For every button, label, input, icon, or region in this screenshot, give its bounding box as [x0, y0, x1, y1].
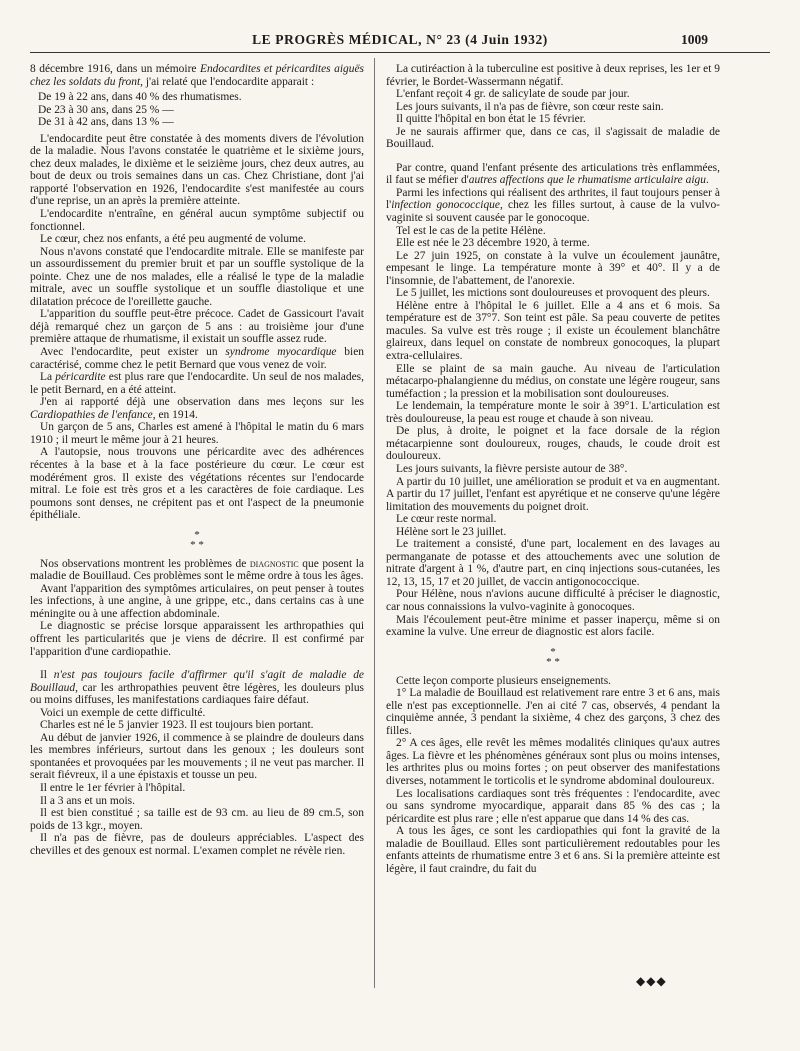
paragraph: Les jours suivants, la fièvre persiste autour de 38°.	[396, 462, 628, 475]
paragraph: Je ne saurais affirmer que, dans ce cas, il s'agissait de maladie de Bouillaud.	[386, 125, 720, 151]
paragraph: Un garçon de 5 ans, Charles est amené à l'hôpital le matin du 6 mars 1910 ; il meurt le même jour à 21 heures.	[30, 421, 364, 446]
column-divider	[374, 58, 375, 988]
paragraph: Il n'est pas toujours facile d'affirmer qu'il s'agit de maladie de Bouillaud, car les arthropathies peuvent être légères, les douleurs plus ou moins diffuses, les manifestations cardiaques faire défaut.	[30, 669, 364, 707]
paragraph: J'en ai rapporté déjà une observation dans mes leçons sur les Cardiopathies de l'enfance, en 1914.	[30, 396, 364, 421]
paragraph: Elle se plaint de sa main gauche. Au niveau de l'articulation métacarpo-phalangienne du médius, on constate une légère rougeur, sans tuméfaction ; la pression et la mobilisation sont douloureuses.	[386, 362, 720, 400]
paragraph: Par contre, quand l'enfant présente des articulations très enflammées, il faut se méfier d'autres affections que le rhumatisme articulaire aigu.	[386, 161, 720, 187]
right-column	[386, 63, 720, 875]
paragraph: A l'autopsie, nous trouvons une péricardite avec des adhérences récentes à la base et à la face postérieure du cœur. Le cœur est modérément gros. Il existe des végétations récentes sur l'endocarde mitral. Le foie est très gros et a les caractères de foie cardiaque. Les poumons sont denses, ne crépitent pas et ont l'aspect de la pneumonie épithéliale.	[30, 446, 364, 522]
paragraph: De plus, à droite, le poignet et la face dorsale de la région métacarpienne sont douloureux, rouges, chauds, le coude droit est douloureux.	[386, 425, 720, 463]
paragraph: Hélène entre à l'hôpital le 6 juillet. Elle a 4 ans et 6 mois. Sa température est de 37°7. Son teint est pâle. Sa peau couverte de petites macules. Sa vulve est très rouge ; il existe un écoulement blanchâtre glaireux, dans lequel on constate de nombreux gonocoques, la plupart extra-cellulaires.	[386, 299, 720, 363]
paragraph: Cette leçon comporte plusieurs enseignements.	[396, 674, 612, 687]
paragraph: Le cœur, chez nos enfants, a été peu augmenté de volume.	[40, 233, 306, 246]
section-separator-stars: * * *	[546, 645, 560, 668]
paragraph: Le 5 juillet, les mictions sont douloureuses et provoquent des pleurs.	[396, 287, 710, 300]
journal-title: LE PROGRÈS MÉDICAL, N° 23 (4 Juin 1932)	[252, 32, 548, 47]
running-header	[0, 30, 800, 54]
paragraph: Hélène sort le 23 juillet.	[396, 525, 507, 538]
header-rule	[30, 52, 770, 53]
continuation-diamonds: ◆◆◆	[636, 974, 667, 988]
paragraph: Le traitement a consisté, d'une part, localement en des lavages au permanganate de potasse et des attouchements avec une solution de nitrate d'argent à 1 %, d'autre part, en cinq injections sous-cutanées, les 12, 13, 15, 17 et 20 juillet, de vaccin antigonococcique.	[386, 538, 720, 588]
paragraph: Nous n'avons constaté que l'endocardite mitrale. Elle se manifeste par un assourdissement du premier bruit et par un souffle systolique de la pointe. Chez une de nos malades, elle a réalisé le type de la maladie mitrale, avec un souffle systolique et un souffle diastolique et une dilatation précoce de l'oreillette gauche.	[30, 245, 364, 308]
paragraph: Les jours suivants, il n'a pas de fièvre, son cœur reste sain.	[396, 100, 664, 113]
stat-line: De 31 à 42 ans, dans 13 % —	[38, 116, 174, 129]
paragraph: Il a 3 ans et un mois.	[40, 794, 135, 807]
paragraph: A tous les âges, ce sont les cardiopathies qui font la gravité de la maladie de Bouillaud. Elles sont particulièrement redoutables pour les enfants atteints de rhumatisme entre 3 et 6 ans. Si la première atteinte est légère, il faut craindre, du fait du	[386, 825, 720, 875]
paragraph: Parmi les infections qui réalisent des arthrites, il faut toujours penser à l'infection gonococcique, chez les filles surtout, à cause de la vulvo-vaginite si souvent causée par le gonocoque.	[386, 186, 720, 225]
paragraph: Nos observations montrent les problèmes de diagnostic que posent la maladie de Bouillaud. Ces problèmes sont le même ordre à tous les âges.	[30, 557, 364, 583]
paragraph: L'endocardite peut être constatée à des moments divers de l'évolution de la maladie. Nous l'avons constatée le quatrième et le sixième jours, chez deux malades, le dixième et le seizième jours, chez deux autres, au bout de deux ou trois semaines dans un cas. Chez Christiane, dont j'ai rapporté l'observation en 1926, l'endocardite s'est manifestée au cours d'une reprise, un an après la première atteinte.	[30, 132, 364, 208]
paragraph: 2° A ces âges, elle revêt les mêmes modalités cliniques qu'aux autres âges. La fièvre et les phénomènes généraux sont plus ou moins intenses, les arthrites plus ou moins fortes ; on peut observer des manifestations diverses, notamment le torticolis et le syndrome abdominal douloureux.	[386, 737, 720, 787]
stat-line: De 23 à 30 ans, dans 25 % —	[38, 103, 174, 116]
paragraph: Mais l'écoulement peut-être minime et passer inaperçu, même si on examine la vulve. Une erreur de diagnostic est alors facile.	[386, 613, 720, 639]
paragraph: Tel est le cas de la petite Hélène.	[396, 224, 546, 237]
section-separator-stars: * * *	[190, 528, 204, 551]
paragraph: Le 27 juin 1925, on constate à la vulve un écoulement jaunâtre, empesant le linge. La température monte à 39° et 40°. Il y a de l'insomnie, de l'abattement, de l'anorexie.	[386, 249, 720, 287]
paragraph: Il est bien constitué ; sa taille est de 93 cm. au lieu de 89 cm.5, son poids de 13 kgr., moyen.	[30, 807, 364, 832]
paragraph: La péricardite est plus rare que l'endocardite. Un seul de nos malades, le petit Bernard, en a été atteint.	[30, 371, 364, 396]
paragraph: Le cœur reste normal.	[396, 513, 497, 526]
paragraph: Les localisations cardiaques sont très fréquentes : l'endocardite, avec ou sans syndrome myocardique, apparait dans 85 % des cas ; la péricardite est plus rare ; elle n'est apparue que dans 14 % des cas.	[386, 787, 720, 825]
paragraph: Il entre le 1er février à l'hôpital.	[40, 781, 186, 794]
stat-line: De 19 à 22 ans, dans 40 % des rhumatismes.	[38, 91, 242, 104]
age-statistics	[30, 91, 364, 129]
paragraph: Charles est né le 5 janvier 1923. Il est toujours bien portant.	[40, 719, 314, 732]
paragraph: Il quitte l'hôpital en bon état le 15 février.	[396, 113, 586, 126]
paragraph: A partir du 10 juillet, une amélioration se produit et va en augmentant. A partir du 17 juillet, l'enfant est apyrétique et ne conserve qu'une légère limitation des mouvements du poignet droit.	[386, 475, 720, 513]
paragraph: Il n'a pas de fièvre, pas de douleurs appréciables. L'aspect des chevilles et des genoux est normal. L'examen complet ne révèle rien.	[30, 832, 364, 857]
page-number: 1009	[681, 32, 708, 47]
paragraph: Elle est née le 23 décembre 1920, à terme.	[396, 237, 590, 250]
paragraph: Au début de janvier 1926, il commence à se plaindre de douleurs dans les membres inférieurs, surtout dans les genoux ; les douleurs sont spontanées et provoquées par les mouvements ; il ne veut pas marcher. Il serait fiévreux, il a une épistaxis et tousse un peu.	[30, 731, 364, 782]
paragraph: Le diagnostic se précise lorsque apparaissent les arthropathies qui offrent les particularités que je viens de décrire. Il est confirmé par l'apparition d'une cardiopathie.	[30, 620, 364, 658]
paragraph: 1° La maladie de Bouillaud est relativement rare entre 3 et 6 ans, mais elle n'est pas exceptionnelle. J'en ai cité 7 cas, observés, 4 pendant la cinquième année, 3 pendant la sixième, 4 chez des garçons, 3 chez des filles.	[386, 687, 720, 737]
paragraph: Le lendemain, la température monte le soir à 39°1. L'articulation est très douloureuse, la peau est rouge et chaude à son niveau.	[386, 400, 720, 425]
paragraph: L'apparition du souffle peut-être précoce. Cadet de Gassicourt l'avait déjà remarqué chez un garçon de 5 ans : au troisième jour d'une première attaque de rhumatisme, il existait un souffle assez rude.	[30, 308, 364, 346]
paragraph: Voici un exemple de cette difficulté.	[40, 706, 206, 719]
paragraph: L'enfant reçoit 4 gr. de salicylate de soude par jour.	[396, 88, 630, 101]
paragraph: Pour Hélène, nous n'avions aucune difficulté à préciser le diagnostic, car nous connaissions la vulvo-vaginite à gonocoques.	[386, 588, 720, 613]
paragraph: Avec l'endocardite, peut exister un syndrome myocardique bien caractérisé, comme chez le petit Bernard que vous venez de voir.	[30, 346, 364, 371]
left-column	[30, 63, 364, 857]
paragraph: L'endocardite n'entraîne, en général aucun symptôme subjectif ou fonctionnel.	[30, 208, 364, 233]
paragraph: 8 décembre 1916, dans un mémoire Endocardites et péricardites aiguës chez les soldats du front, j'ai relaté que l'endocardite apparait :	[30, 63, 364, 88]
paragraph: Avant l'apparition des symptômes articulaires, on peut penser à toutes les infections, à une angine, à une grippe, etc., dans certains cas à une méningite ou à une affection abdominale.	[30, 582, 364, 620]
paragraph: La cutiréaction à la tuberculine est positive à deux reprises, les 1er et 9 février, le Bordet-Wassermann négatif.	[386, 63, 720, 88]
